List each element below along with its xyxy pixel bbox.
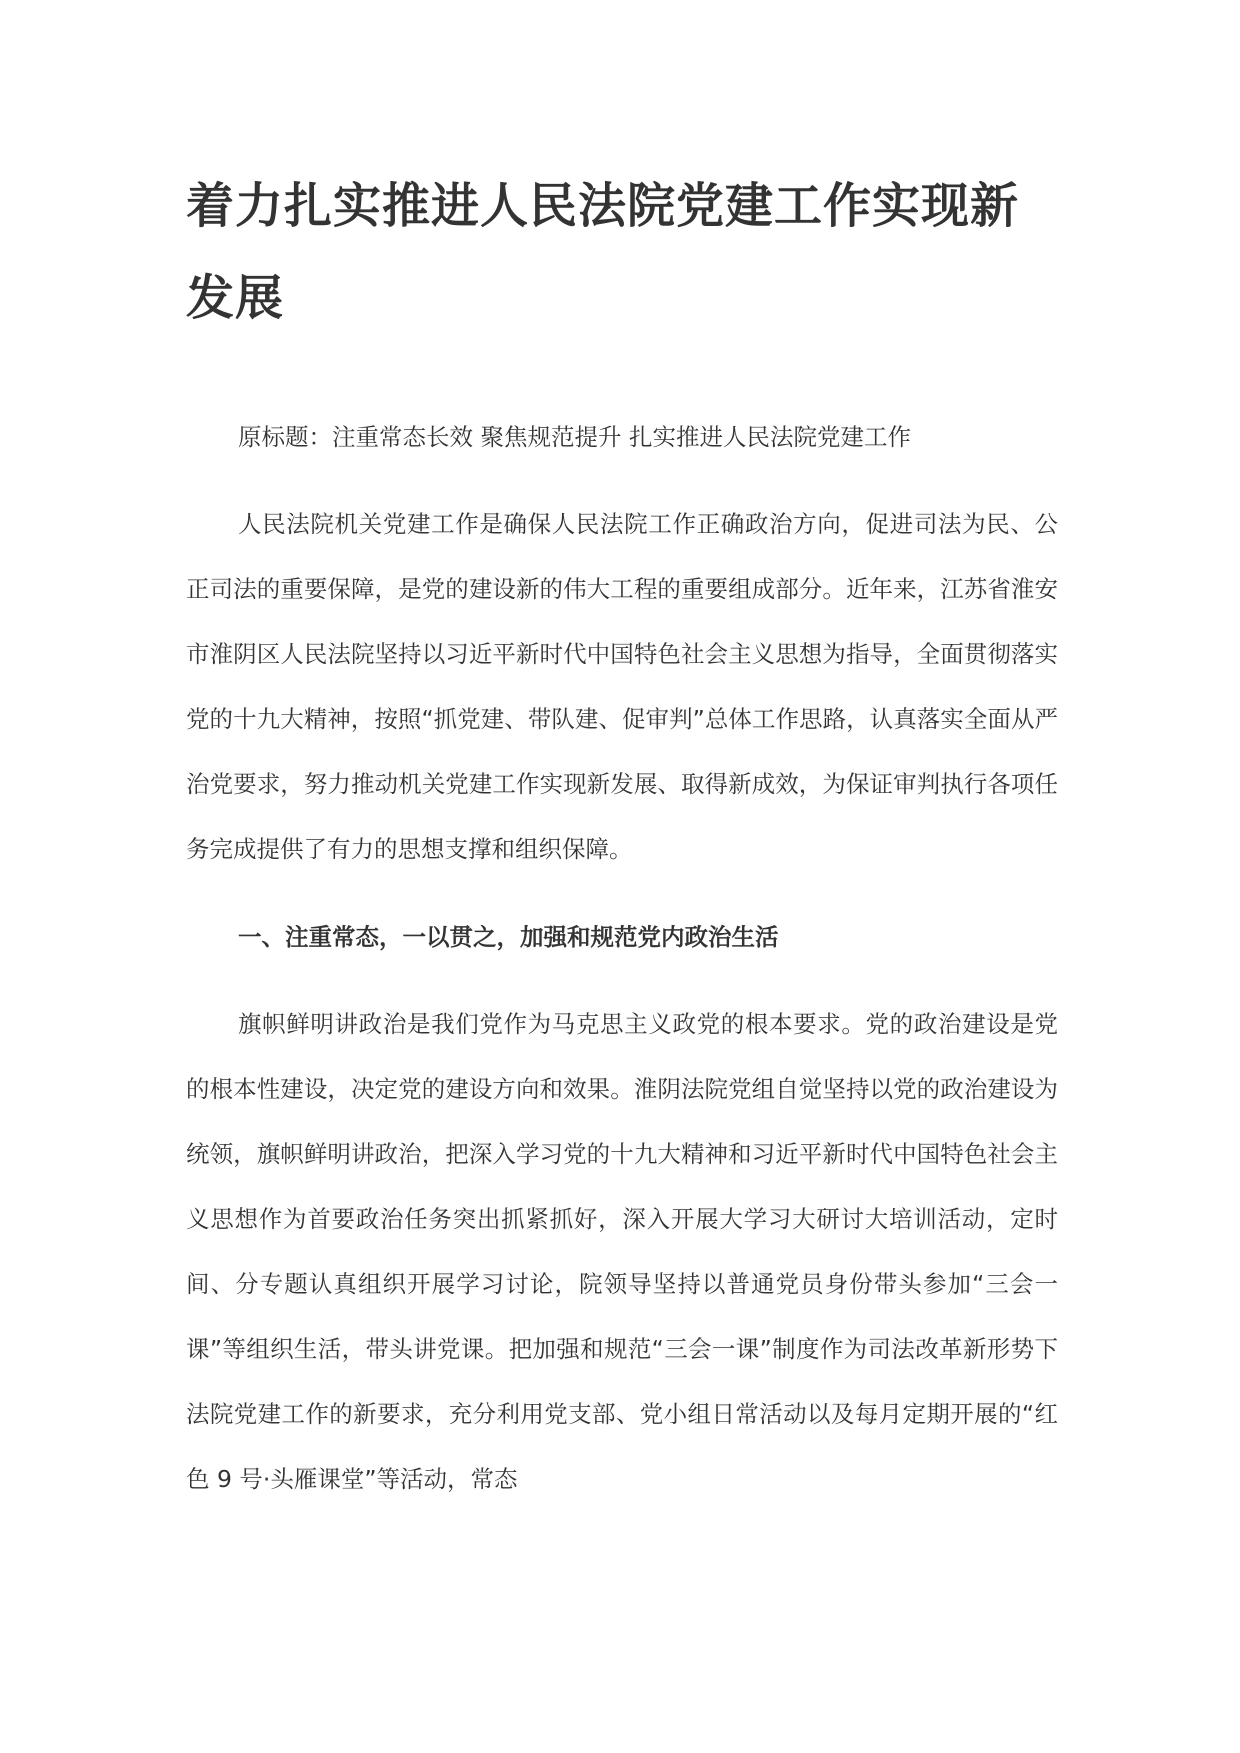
section-heading-1: 一、注重常态，一以贯之，加强和规范党内政治生活 [238,923,779,951]
article-title: 着力扎实推进人民法院党建工作实现新发展 [186,178,1020,326]
paragraph-intro: 人民法院机关党建工作是确保人民法院工作正确政治方向，促进司法为民、公正司法的重要保障，是党的建设新的伟大工程的重要组成部分。近年来，江苏省淮安市淮阴区人民法院坚持以习近平新时代中国特色社会主义思想为指导，全面贯彻落实党的十九大精神，按照“抓党建、带队建、促审判”总体工作思路，认真落实全面从严治党要求，努力推动机关党建工作实现新发展、取得新成效，为保证审判执行各项任务完成提供了有力的思想支撑和组织保障。 [186,510,1058,863]
original-title: 原标题：注重常态长效 聚焦规范提升 扎实推进人民法院党建工作 [238,423,911,451]
document-page [186,160,1058,1512]
paragraph-section-1: 旗帜鲜明讲政治是我们党作为马克思主义政党的根本要求。党的政治建设是党的根本性建设，决定党的建设方向和效果。淮阴法院党组自觉坚持以党的政治建设为统领，旗帜鲜明讲政治，把深入学习党的十九大精神和习近平新时代中国特色社会主义思想作为首要政治任务突出抓紧抓好，深入开展大学习大研讨大培训活动，定时间、分专题认真组织开展学习讨论，院领导坚持以普通党员身份带头参加“三会一课”等组织生活，带头讲党课。把加强和规范“三会一课”制度作为司法改革新形势下法院党建工作的新要求，充分利用党支部、党小组日常活动以及每月定期开展的“红色 9 号·头雁课堂”等活动，常态 [186,1010,1058,1493]
